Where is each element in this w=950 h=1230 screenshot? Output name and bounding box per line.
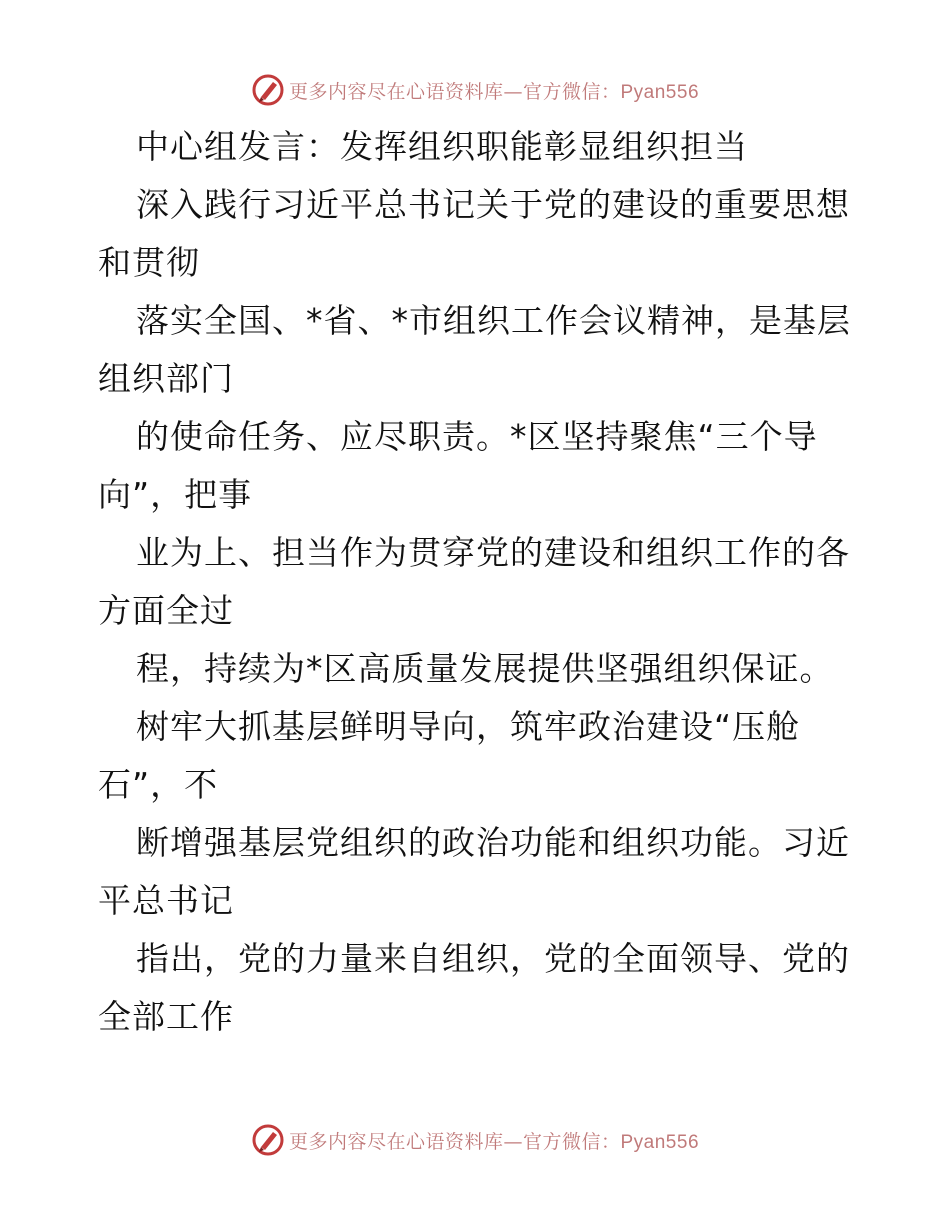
- text-line: 中心组发言：发挥组织职能彰显组织担当: [136, 127, 748, 166]
- text-line: 方面全过: [98, 591, 234, 630]
- text-line: 的使命任务、应尽职责。*区坚持聚焦“三个导: [136, 417, 818, 456]
- pen-logo-icon: [251, 1123, 285, 1157]
- text-line: 向”，把事: [98, 475, 253, 514]
- text-line: 断增强基层党组织的政治功能和组织功能。习近: [136, 823, 850, 862]
- text-line: 深入践行习近平总书记关于党的建设的重要思想: [136, 185, 850, 224]
- document-body: [98, 118, 858, 1046]
- header-watermark: [0, 70, 950, 110]
- text-line: 业为上、担当作为贯穿党的建设和组织工作的各: [136, 533, 850, 572]
- text-line: 落实全国、*省、*市组织工作会议精神，是基层: [136, 301, 851, 340]
- text-line: 石”，不: [98, 765, 219, 804]
- footer-watermark: [0, 1120, 950, 1160]
- text-line: 平总书记: [98, 881, 234, 920]
- text-line: 全部工作: [98, 997, 234, 1036]
- text-line: 树牢大抓基层鲜明导向，筑牢政治建设“压舱: [136, 707, 801, 746]
- pen-logo-icon: [251, 73, 285, 107]
- watermark-text: 更多内容尽在心语资料库—官方微信：Pyan556: [288, 1130, 700, 1153]
- text-line: 程，持续为*区高质量发展提供坚强组织保证。: [136, 649, 834, 688]
- text-line: 和贯彻: [98, 243, 200, 282]
- text-line: 指出，党的力量来自组织，党的全面领导、党的: [136, 939, 850, 978]
- text-line: 组织部门: [98, 359, 234, 398]
- watermark-text: 更多内容尽在心语资料库—官方微信：Pyan556: [288, 80, 700, 103]
